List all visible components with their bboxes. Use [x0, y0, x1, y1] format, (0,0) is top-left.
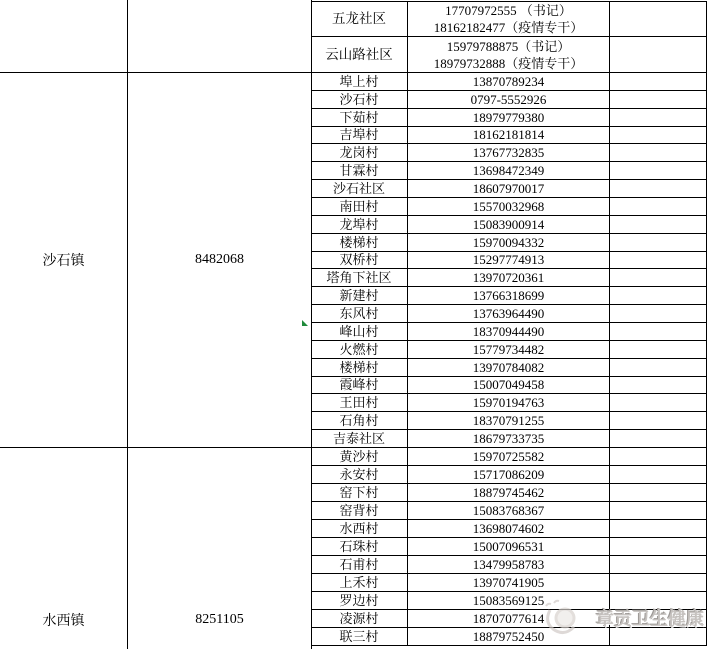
village-phone-cell: 18607970017 [408, 180, 610, 198]
empty-cell [610, 127, 707, 145]
village-rows-0 [311, 73, 707, 448]
village-phone-cell: 13698074602 [408, 520, 610, 538]
empty-cell [610, 377, 707, 395]
village-phone-cell: 15717086209 [408, 466, 610, 484]
empty-cell [610, 574, 707, 592]
village-name-cell: 石甫村 [311, 556, 408, 574]
village-phone-cell: 13698472349 [408, 162, 610, 180]
village-name-cell: 火燃村 [311, 341, 408, 359]
village-name-cell: 罗边村 [311, 592, 408, 610]
village-name-cell: 沙石社区 [311, 180, 408, 198]
empty-cell [610, 162, 707, 180]
village-phone-cell: 15007096531 [408, 538, 610, 556]
village-name-cell: 楼梯村 [311, 234, 408, 252]
cell-corner-marker [302, 320, 308, 326]
village-name-cell: 东风村 [311, 305, 408, 323]
village-phone-cell: 15970194763 [408, 394, 610, 412]
village-phone-cell: 15970725582 [408, 448, 610, 466]
empty-cell [610, 252, 707, 270]
empty-cell [610, 109, 707, 127]
village-phone-cell: 13970784082 [408, 359, 610, 377]
community-phone-line2: 18162182477（疫情专干） [433, 20, 584, 35]
town-phone-label: 8482068 [195, 252, 244, 267]
village-phone-cell: 18979779380 [408, 109, 610, 127]
village-name-cell: 吉泰社区 [311, 430, 408, 448]
village-name-cell: 石角村 [311, 412, 408, 430]
village-name-cell: 黄沙村 [311, 448, 408, 466]
village-name-cell: 永安村 [311, 466, 408, 484]
community-phone-cell [408, 37, 610, 73]
village-phone-cell: 13767732835 [408, 144, 610, 162]
village-phone-cell: 18879752450 [408, 628, 610, 646]
town-name-label: 水西镇 [42, 614, 85, 629]
village-phone-cell: 13970720361 [408, 269, 610, 287]
village-phone-cell: 13970741905 [408, 574, 610, 592]
village-phone-cell: 18162181814 [408, 127, 610, 145]
village-name-cell: 龙岗村 [311, 144, 408, 162]
village-name-cell: 上禾村 [311, 574, 408, 592]
empty-cell [610, 269, 707, 287]
grid-hline-section2-top [0, 447, 311, 448]
empty-cell [610, 73, 707, 91]
watermark-text: 章贡卫生健康 [596, 609, 704, 629]
community-phone-line1: 17707972555 （书记） [445, 3, 572, 18]
village-name-cell: 下茹村 [311, 109, 408, 127]
empty-cell [610, 484, 707, 502]
village-phone-cell: 18707077614 [408, 610, 610, 628]
village-phone-cell: 18370944490 [408, 323, 610, 341]
village-name-cell: 楼梯村 [311, 359, 408, 377]
village-phone-cell: 15083768367 [408, 502, 610, 520]
village-rows-1 [311, 448, 707, 646]
empty-cell [610, 144, 707, 162]
empty-cell [610, 359, 707, 377]
community-phone-cell [408, 2, 610, 37]
village-name-cell: 塔角下社区 [311, 269, 408, 287]
empty-cell [610, 448, 707, 466]
empty-cell [610, 394, 707, 412]
village-name-cell: 窑下村 [311, 484, 408, 502]
village-name-cell: 水西村 [311, 520, 408, 538]
village-name-cell: 龙埠村 [311, 216, 408, 234]
empty-cell [610, 323, 707, 341]
empty-cell [610, 341, 707, 359]
empty-cell [610, 37, 707, 73]
village-phone-cell: 13763964490 [408, 305, 610, 323]
empty-cell [610, 305, 707, 323]
village-name-cell: 石珠村 [311, 538, 408, 556]
empty-cell [610, 628, 707, 646]
village-phone-cell: 15779734482 [408, 341, 610, 359]
village-name-cell: 甘霖村 [311, 162, 408, 180]
empty-cell [610, 287, 707, 305]
village-name-cell: 联三村 [311, 628, 408, 646]
empty-cell [610, 180, 707, 198]
empty-cell [610, 2, 707, 37]
header-community-block [311, 1, 707, 73]
village-phone-cell: 18879745462 [408, 484, 610, 502]
village-phone-cell: 18370791255 [408, 412, 610, 430]
community-phone-line1: 15979788875（书记） [446, 38, 571, 54]
village-name-cell: 霞峰村 [311, 377, 408, 395]
empty-cell [610, 216, 707, 234]
village-name-cell: 凌源村 [311, 610, 408, 628]
village-name-cell: 埠上村 [311, 73, 408, 91]
village-name-cell: 南田村 [311, 198, 408, 216]
empty-cell [610, 234, 707, 252]
village-name-cell: 窑背村 [311, 502, 408, 520]
community-name-cell: 五龙社区 [311, 2, 408, 37]
empty-cell [610, 610, 707, 628]
village-phone-cell: 13870789234 [408, 73, 610, 91]
village-name-cell: 峰山村 [311, 323, 408, 341]
empty-cell [610, 538, 707, 556]
village-phone-cell: 13766318699 [408, 287, 610, 305]
town-phone-label: 8251105 [195, 612, 244, 627]
village-phone-cell: 15570032968 [408, 198, 610, 216]
empty-cell [610, 412, 707, 430]
village-name-cell: 新建村 [311, 287, 408, 305]
village-phone-cell: 15007049458 [408, 377, 610, 395]
empty-cell [610, 592, 707, 610]
village-phone-cell: 15970094332 [408, 234, 610, 252]
empty-cell [610, 430, 707, 448]
village-name-cell: 吉埠村 [311, 127, 408, 145]
community-phone-line2: 18979732888（疫情专干） [433, 55, 584, 71]
village-phone-cell: 15083900914 [408, 216, 610, 234]
empty-cell [610, 198, 707, 216]
town-name-label: 沙石镇 [42, 254, 85, 269]
empty-cell [610, 520, 707, 538]
village-phone-cell: 15083569125 [408, 592, 610, 610]
empty-cell [610, 91, 707, 109]
village-name-cell: 王田村 [311, 394, 408, 412]
village-name-cell: 沙石村 [311, 91, 408, 109]
village-phone-cell: 15297774913 [408, 252, 610, 270]
village-phone-cell: 18679733735 [408, 430, 610, 448]
village-phone-cell: 0797-5552926 [408, 91, 610, 109]
empty-cell [610, 502, 707, 520]
village-name-cell: 双桥村 [311, 252, 408, 270]
village-phone-cell: 13479958783 [408, 556, 610, 574]
community-name-cell: 云山路社区 [311, 37, 408, 73]
empty-cell [610, 466, 707, 484]
empty-cell [610, 556, 707, 574]
